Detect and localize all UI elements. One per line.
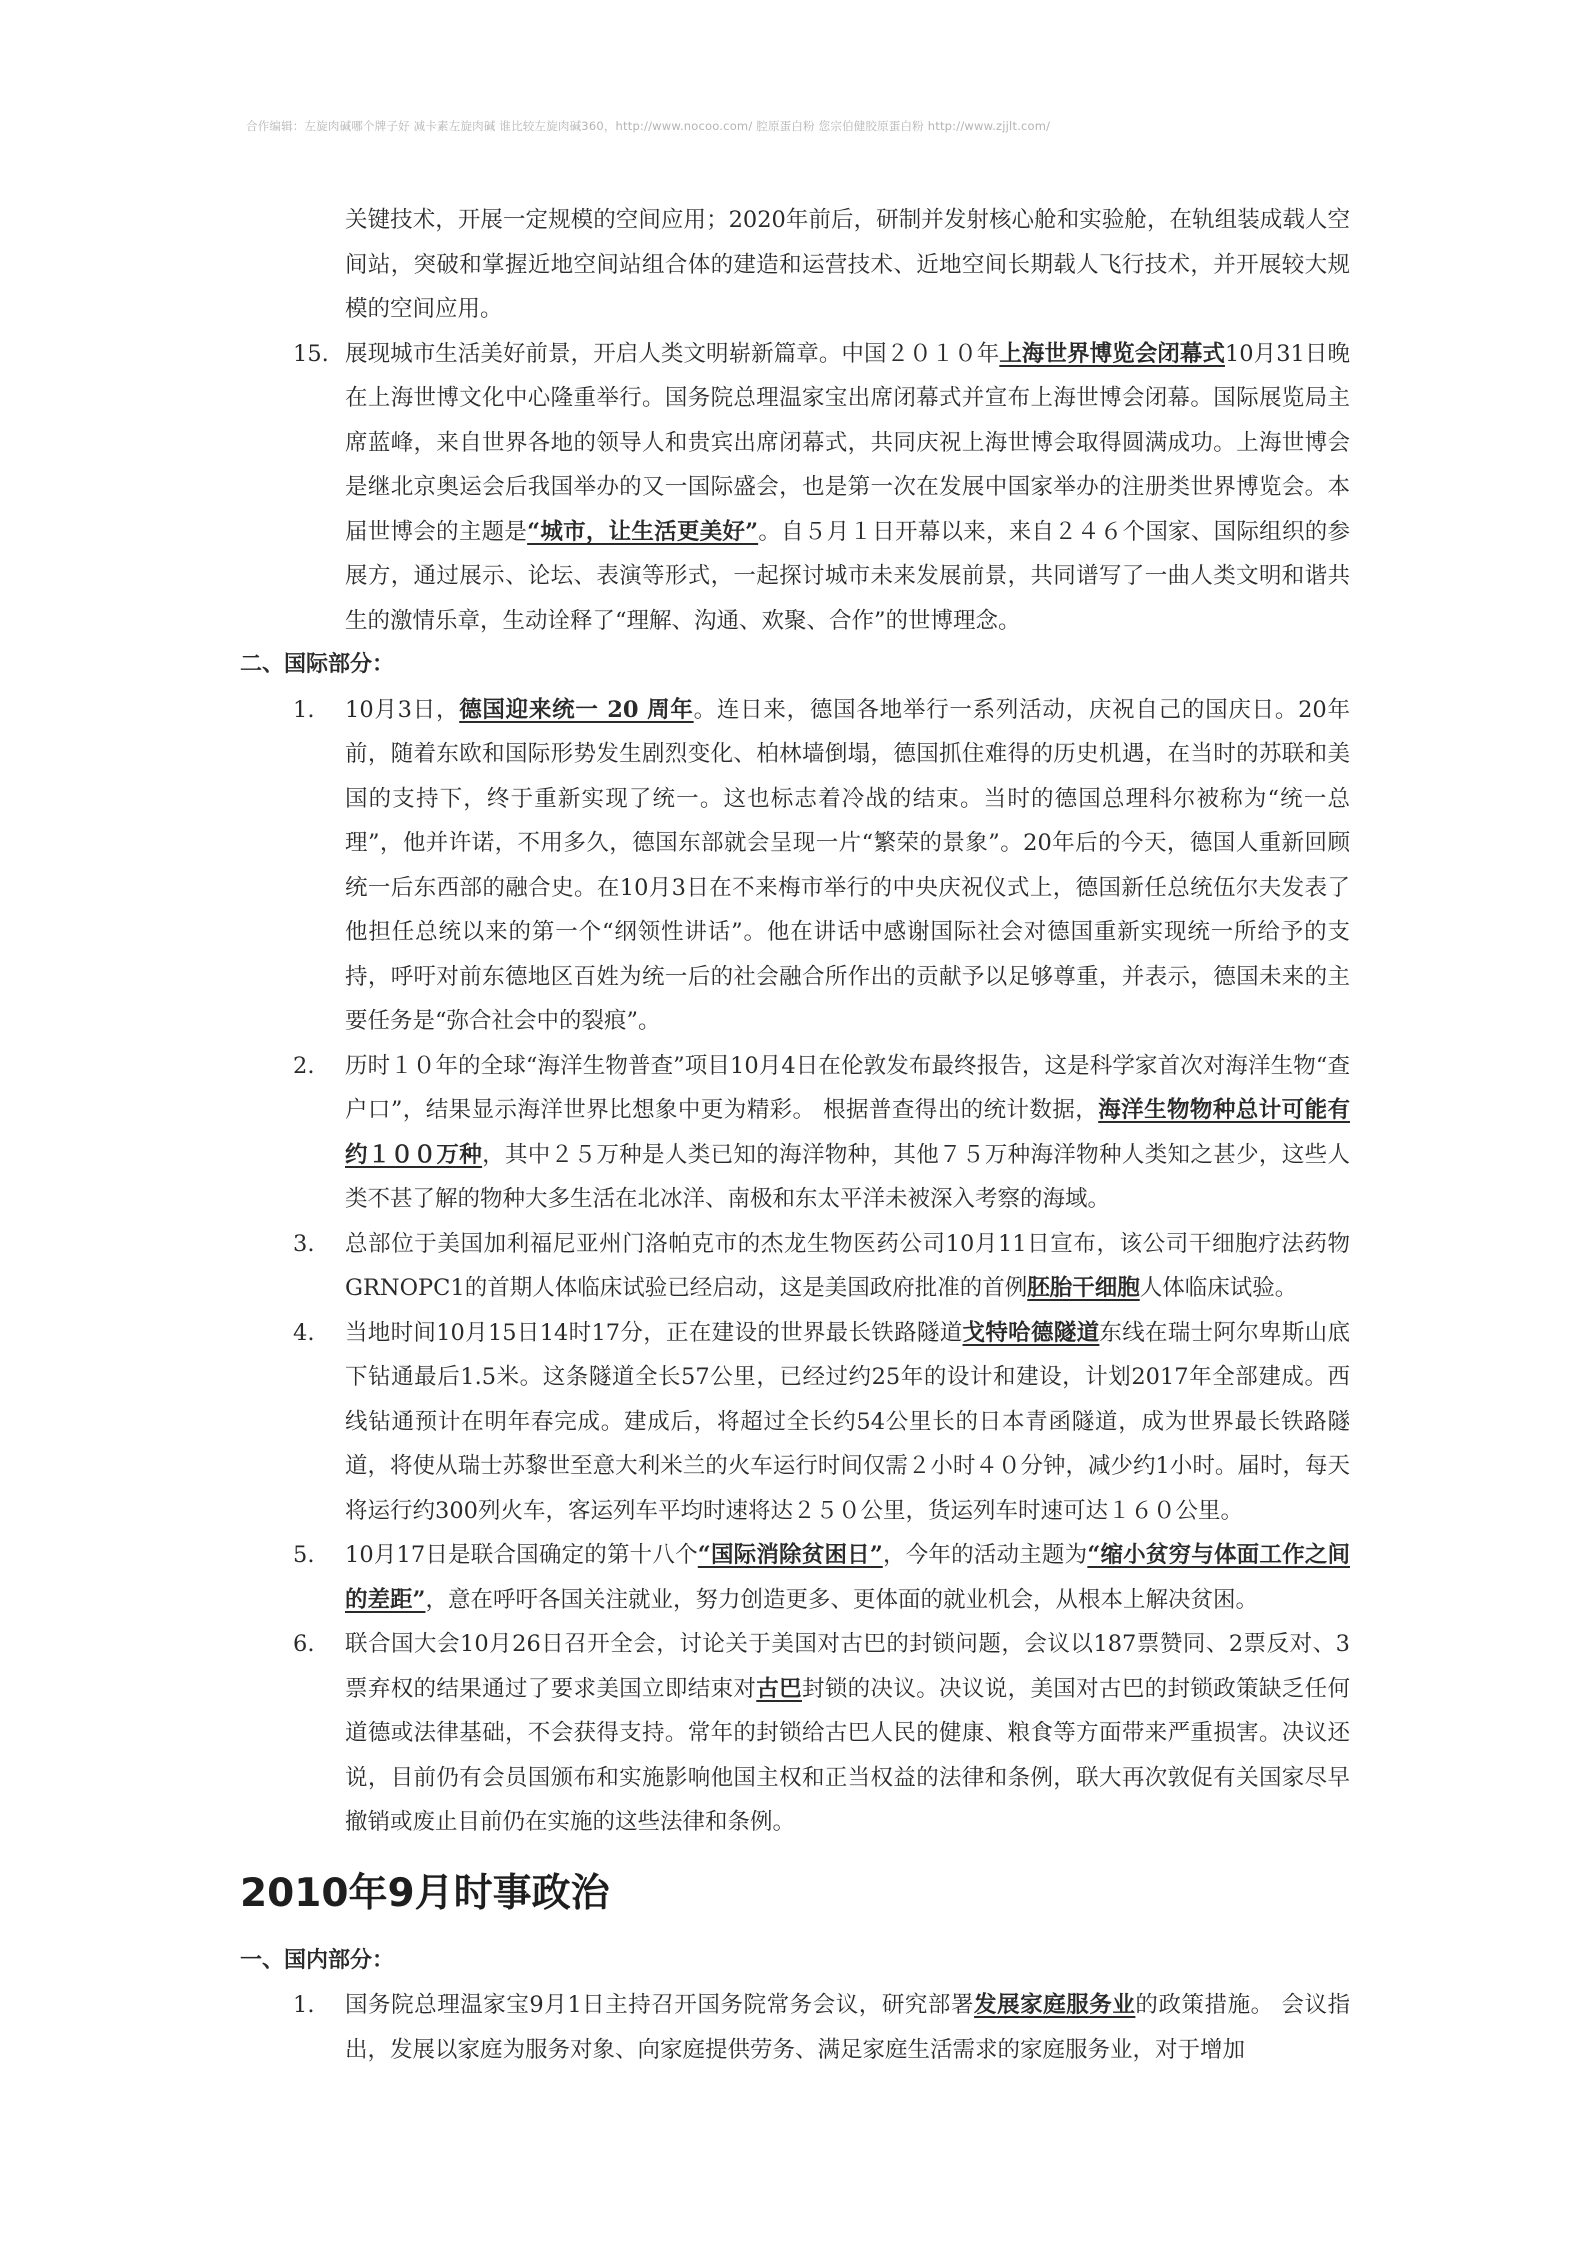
heading-september-2010: 2010年9月时事政治 [240, 1870, 610, 1916]
highlight-term: 德国迎来统一 20 周年 [459, 696, 694, 723]
list-item: 3. 总部位于美国加利福尼亚州门洛帕克市的杰龙生物医药公司10月11日宣布，该公司干细胞疗法药物GRNOPC1的首期人体临床试验已经启动，这是美国政府批准的首例胚胎干细胞人体临床试验。 [240, 1222, 1350, 1311]
highlight-term: 胚胎干细胞 [1027, 1275, 1140, 1301]
list-item: 1. 10月3日，德国迎来统一 20 周年。连日来，德国各地举行一系列活动，庆祝自己的国庆日。20年前，随着东欧和国际形势发生剧烈变化、柏林墙倒塌，德国抓住难得的历史机遇，在当时的苏联和美国的支持下，终于重新实现了统一。这也标志着冷战的结束。当时的德国总理科尔被称为“统一总理”，他并许诺，不用多久，德国东部就会呈现一片“繁荣的景象”。20年后的今天，德国人重新回顾统一后东西部的融合史。在10月3日在不来梅市举行的中央庆祝仪式上，德国新任总统伍尔夫发表了他担任总统以来的第一个“纲领性讲话”。他在讲话中感谢国际社会对德国重新实现统一所给予的支持，呼吁对前东德地区百姓为统一后的社会融合所作出的贡献予以足够尊重，并表示，德国未来的主要任务是“弥合社会中的裂痕”。 [240, 688, 1350, 1044]
highlight-term: 戈特哈德隧道 [962, 1319, 1100, 1346]
highlight-term: 上海世界博览会闭幕式 [999, 340, 1225, 367]
highlight-term: “国际消除贫困日” [697, 1542, 883, 1568]
highlight-term: 海洋生物物种总计可能有约１００万种 [345, 1097, 1350, 1168]
list-item: 6. 联合国大会10月26日召开全会，讨论关于美国对古巴的封锁问题，会议以187票赞同、2票反对、3票弃权的结果通过了要求美国立即结束对古巴封锁的决议。决议说，美国对古巴的封锁政策缺乏任何道德或法律基础，不会获得支持。常年的封锁给古巴人民的健康、粮食等方面带来严重损害。决议还说，目前仍有会员国颁布和实施影响他国主权和正当权益的法律和条例，联大再次敦促有关国家尽早撤销或废止目前仍在实施的这些法律和条例。 [240, 1622, 1350, 1845]
item-number: 5. [293, 1542, 315, 1568]
list-item: 1. 国务院总理温家宝9月1日主持召开国务院常务会议，研究部署发展家庭服务业的政策措施。 会议指出，发展以家庭为服务对象、向家庭提供劳务、满足家庭生活需求的家庭服务业，对于增加 [240, 1983, 1350, 2072]
document-page [240, 198, 1350, 2072]
section-title-international: 二、国际部分： [240, 652, 395, 677]
item-number: 4. [293, 1319, 315, 1346]
list-item: 5. 10月17日是联合国确定的第十八个“国际消除贫困日”，今年的活动主题为“缩小贫穷与体面工作之间的差距”，意在呼吁各国关注就业，努力创造更多、更体面的就业机会，从根本上解决贫困。 [240, 1533, 1350, 1622]
list-item: 4. 当地时间10月15日14时17分，正在建设的世界最长铁路隧道戈特哈德隧道东线在瑞士阿尔卑斯山底下钻通最后1.5米。这条隧道全长57公里，已经过约25年的设计和建设，计划2017年全部建成。西线钻通预计在明年春完成。建成后，将超过全长约54公里长的日本青函隧道，成为世界最长铁路隧道，将使从瑞士苏黎世至意大利米兰的火车运行时间仅需２小时４０分钟，减少约1小时。届时，每天将运行约300列火车，客运列车平均时速将达２５０公里，货运列车时速可达１６０公里。 [240, 1311, 1350, 1534]
section-title-domestic: 一、国内部分： [240, 1947, 395, 1973]
item-number: 15. [293, 340, 329, 367]
item-number: 3. [293, 1230, 315, 1257]
list-item: 2. 历时１０年的全球“海洋生物普查”项目10月4日在伦敦发布最终报告，这是科学家首次对海洋生物“查户口”，结果显示海洋世界比想象中更为精彩。 根据普查得出的统计数据，海洋生物物种总计可能有约１００万种，其中２５万种是人类已知的海洋物种，其他７５万种海洋物种人类知之甚少，这些人类不甚了解的物种大多生活在北冰洋、南极和东太平洋未被深入考察的海域。 [240, 1044, 1350, 1222]
item-number: 2. [293, 1052, 315, 1079]
list-item: 15. 展现城市生活美好前景，开启人类文明崭新篇章。中国２０１０年上海世界博览会闭幕式10月31日晚在上海世博文化中心隆重举行。国务院总理温家宝出席闭幕式并宣布上海世博会闭幕。国际展览局主席蓝峰，来自世界各地的领导人和贵宾出席闭幕式，共同庆祝上海世博会取得圆满成功。上海世博会是继北京奥运会后我国举办的又一国际盛会，也是第一次在发展中国家举办的注册类世界博览会。本届世博会的主题是“城市，让生活更美好”。自５月１日开幕以来，来自２４６个国家、国际组织的参展方，通过展示、论坛、表演等形式，一起探讨城市未来发展前景，共同谱写了一曲人类文明和谐共生的激情乐章，生动诠释了“理解、沟通、欢聚、合作”的世博理念。 [240, 332, 1350, 644]
item-number: 1. [293, 696, 315, 723]
item-number: 6. [293, 1631, 315, 1657]
highlight-term: 发展家庭服务业 [974, 1992, 1136, 2018]
page-header-credits: 合作编辑：左旋肉碱哪个牌子好 减卡素左旋肉碱 谁比较左旋肉碱360，http://www.nocoo.com/ 腔原蛋白粉 您宗伯健胶原蛋白粉 http://www.zjjlt.com/ [246, 119, 1051, 133]
highlight-term: “缩小贫穷与体面工作之间的差距” [345, 1542, 1350, 1613]
highlight-term: “城市，让生活更美好” [527, 518, 759, 545]
continued-paragraph: 关键技术，开展一定规模的空间应用；2020年前后，研制并发射核心舱和实验舱，在轨组装成载人空间站，突破和掌握近地空间站组合体的建造和运营技术、近地空间长期载人飞行技术，并开展较大规模的空间应用。 [345, 207, 1350, 322]
highlight-term: 古巴 [756, 1675, 802, 1702]
item-number: 1. [293, 1992, 315, 2018]
